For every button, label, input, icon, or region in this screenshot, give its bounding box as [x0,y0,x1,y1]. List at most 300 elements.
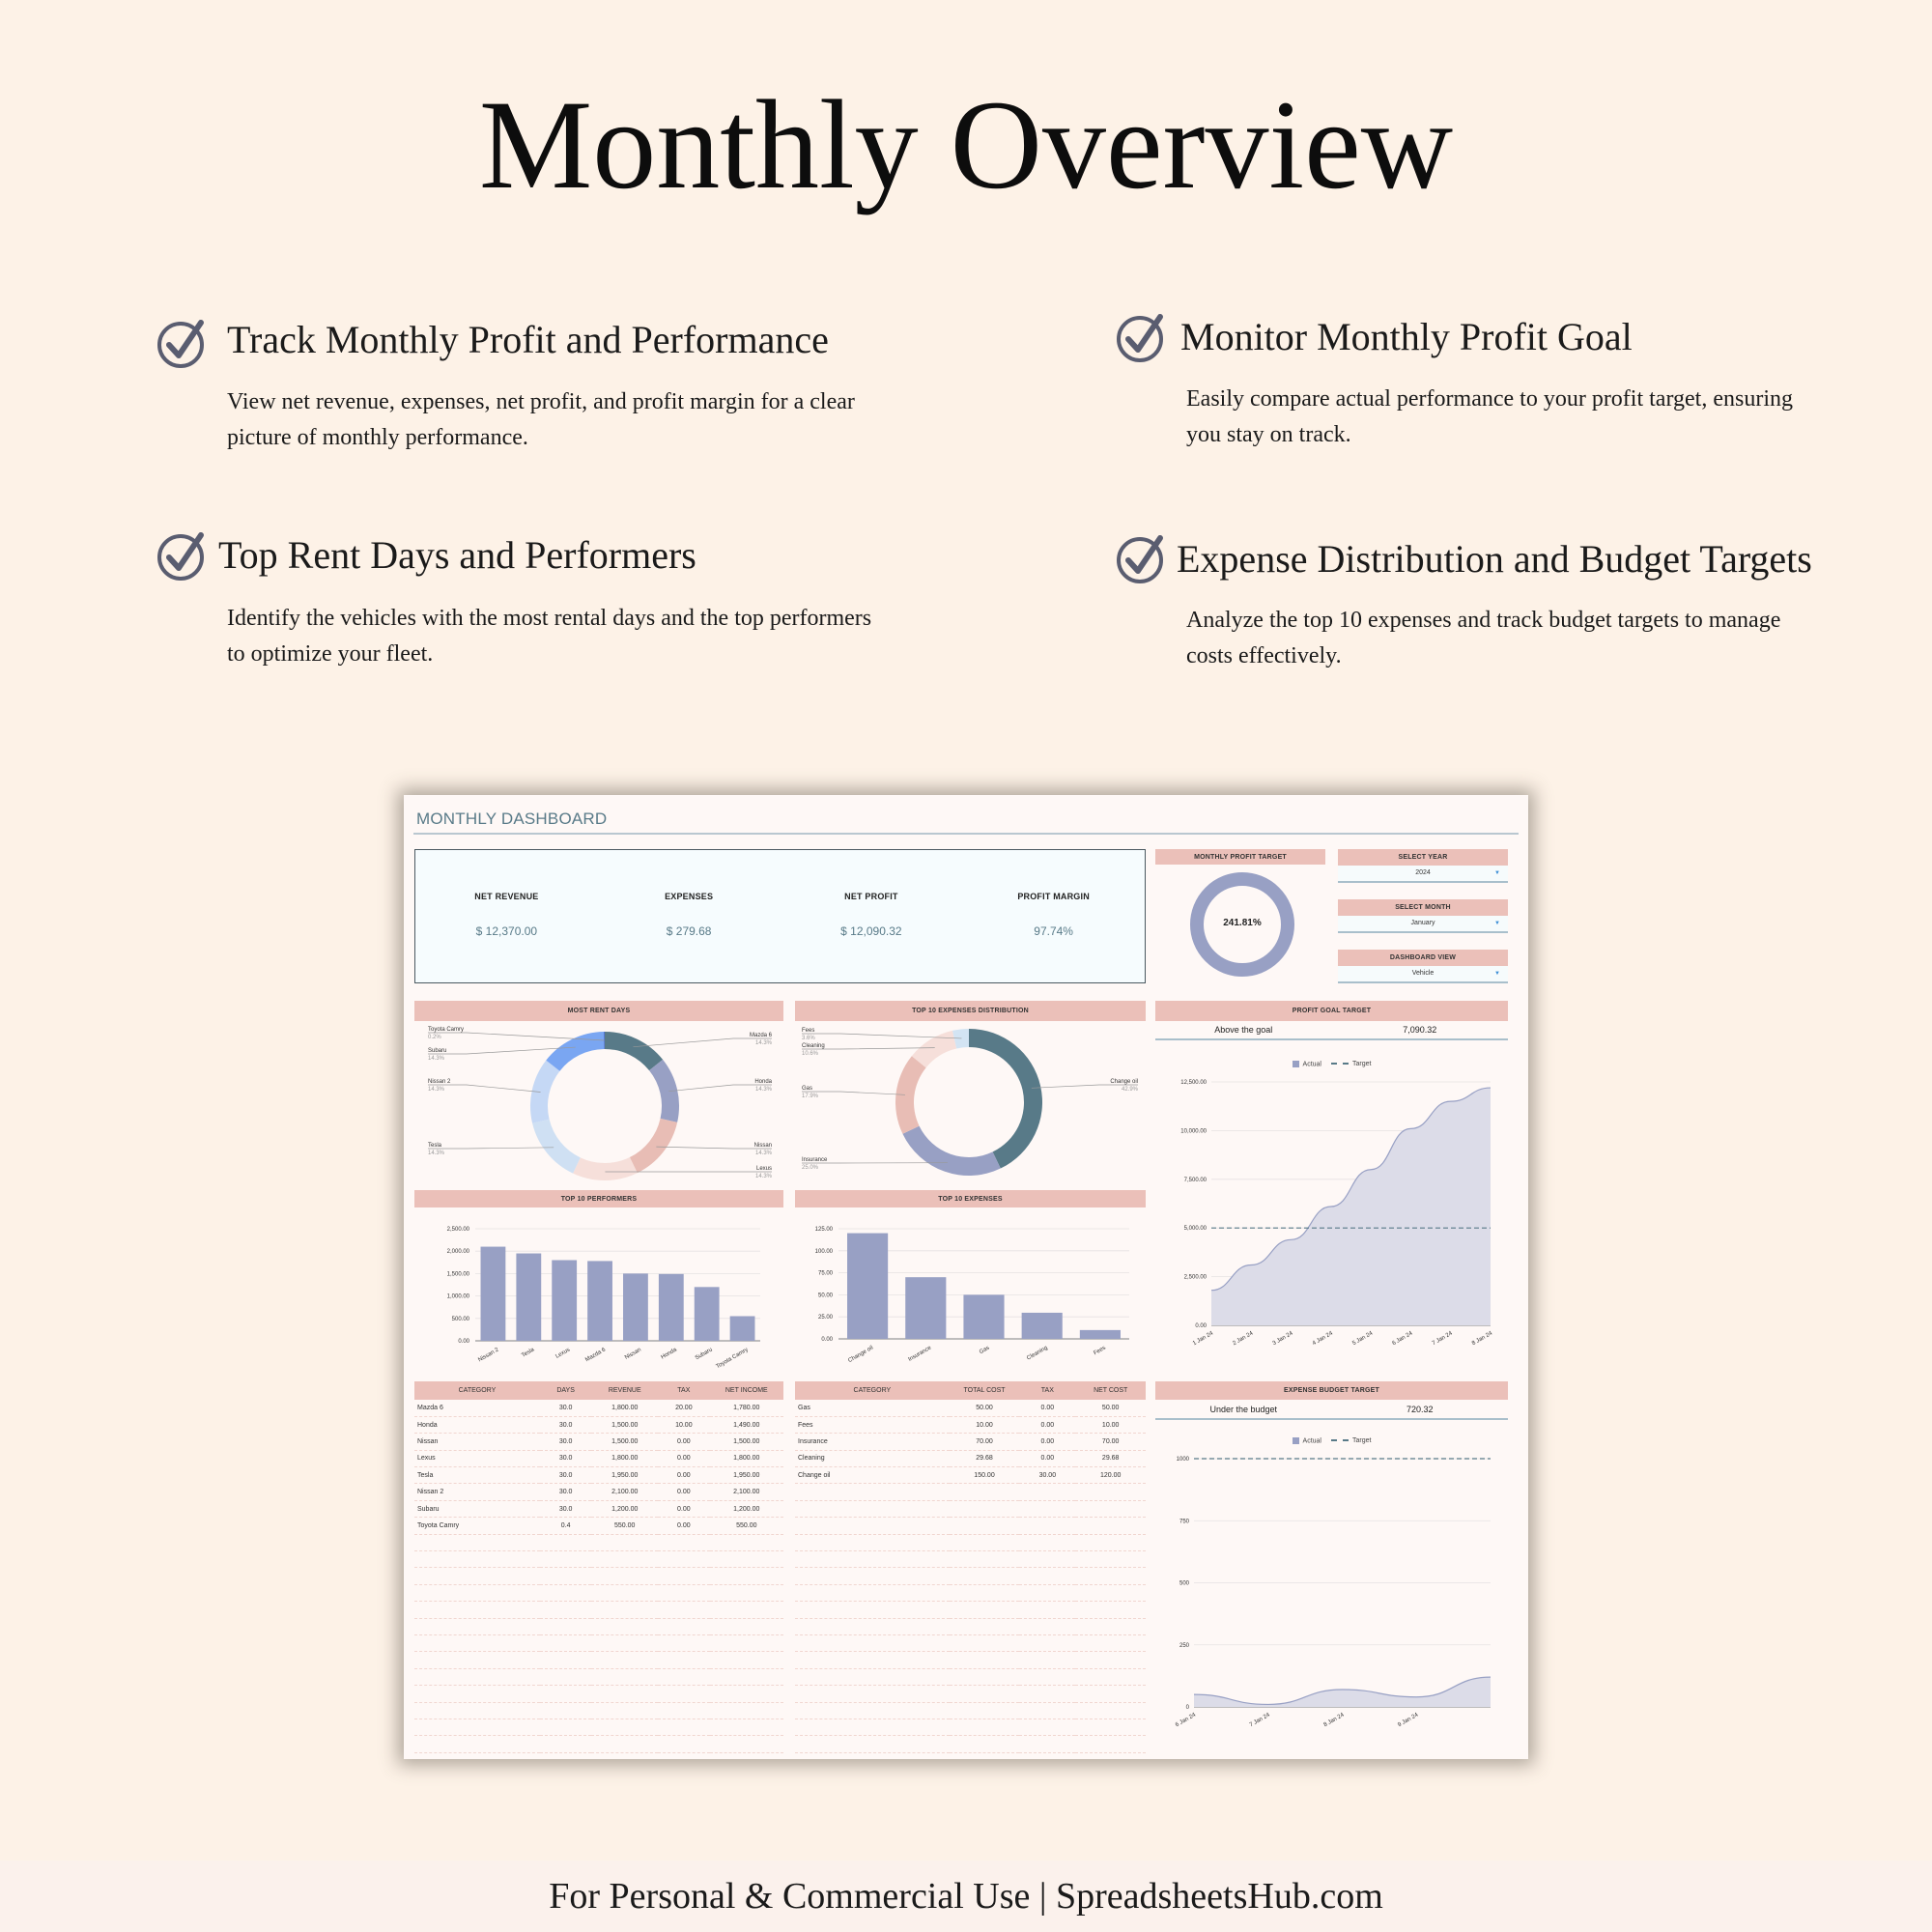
table-cell [710,1719,783,1735]
y-tick-label: 500.00 [451,1316,469,1322]
slice-percent: 14.3% [428,1151,445,1156]
y-tick-label: 0.00 [1195,1323,1207,1329]
table-header [795,1381,1146,1400]
slice-label: Tesla [428,1143,442,1149]
table-cell [795,1518,950,1534]
x-tick-label: 3 Jan 24 [1271,1330,1294,1348]
table-cell [540,1568,591,1584]
table-row [795,1416,1146,1433]
table-row [414,1534,783,1550]
table-row [414,1668,783,1685]
table-cell [710,1702,783,1719]
x-tick-label: 8 Jan 24 [1471,1330,1493,1348]
profit-goal-status: Above the goal [1214,1025,1273,1035]
table-cell [795,1500,950,1517]
column-header: TAX [658,1381,709,1400]
x-tick-label: Lexus [554,1347,572,1360]
table-cell [710,1602,783,1618]
table-row [795,1652,1146,1668]
expense-budget-header: EXPENSE BUDGET TARGET [1155,1381,1508,1400]
table-cell [1019,1584,1075,1601]
table-cell [950,1668,1020,1685]
table-cell [658,1686,709,1702]
donut-slice [605,1032,663,1070]
table-cell [950,1634,1020,1651]
dashboard-screenshot [404,795,1528,1759]
table-cell: 0.00 [1019,1416,1075,1433]
column-header: TOTAL COST [950,1381,1020,1400]
table-cell: 0.00 [1019,1400,1075,1416]
table-row [414,1702,783,1719]
table-cell: 70.00 [1075,1434,1146,1450]
table-cell [414,1634,540,1651]
x-tick-label: Subaru [694,1347,714,1362]
table-cell [710,1618,783,1634]
bar [587,1261,612,1341]
y-tick-label: 12,500.00 [1180,1080,1207,1086]
table-cell [1075,1484,1146,1500]
table-cell [591,1719,658,1735]
table-cell [950,1736,1020,1752]
table-cell: 30.0 [540,1467,591,1484]
y-tick-label: 2,500.00 [1183,1274,1207,1281]
vehicle-table [414,1381,783,1753]
column-header: NET COST [1075,1381,1146,1400]
select-year-dropdown[interactable] [1338,866,1508,883]
table-cell [795,1584,950,1601]
kpi-value: 97.74% [1034,924,1073,938]
y-tick-label: 0 [1185,1705,1189,1711]
table-cell [1075,1584,1146,1601]
slice-percent: 25.0% [802,1165,819,1171]
table-row [795,1702,1146,1719]
table-row [795,1634,1146,1651]
x-tick-label: Nissan 2 [477,1347,500,1364]
x-tick-label: 6 Jan 24 [1391,1330,1414,1348]
donut-slice [532,1120,581,1174]
table-row [414,1518,783,1534]
table-cell [658,1584,709,1601]
dashboard-title: MONTHLY DASHBOARD [416,810,608,828]
table-row [795,1500,1146,1517]
table-cell [540,1534,591,1550]
table-cell [795,1652,950,1668]
table-cell [795,1719,950,1735]
table-cell [710,1736,783,1752]
slice-label: Change oil [1110,1079,1138,1085]
kpi-label: NET REVENUE [474,892,539,901]
table-cell [591,1668,658,1685]
y-tick-label: 100.00 [814,1248,833,1255]
page-title: Monthly Overview [478,73,1454,215]
table-cell [591,1634,658,1651]
table-cell: 1,800.00 [710,1450,783,1466]
donut-slice [969,1029,1042,1169]
table-cell [795,1534,950,1550]
table-cell: 1,780.00 [710,1400,783,1416]
table-cell: 29.68 [1075,1450,1146,1466]
table-cell [710,1584,783,1601]
kpi-value: $ 279.68 [666,924,712,938]
dropdown-arrow-icon[interactable]: ▼ [1494,870,1500,876]
table-cell: Nissan [414,1434,540,1450]
table-cell [1019,1500,1075,1517]
x-tick-label: 8 Jan 24 [1322,1712,1346,1729]
y-tick-label: 2,500.00 [446,1227,469,1233]
profit-goal-status-row [1155,1021,1508,1040]
y-tick-label: 25.00 [817,1315,833,1321]
table-cell [1019,1484,1075,1500]
select-value: Vehicle [1411,970,1435,977]
bar [516,1254,541,1341]
dropdown-arrow-icon[interactable]: ▼ [1494,921,1500,926]
kpi-expenses [598,850,781,982]
table-cell [540,1602,591,1618]
table-cell: 1,800.00 [591,1400,658,1416]
table-row [414,1602,783,1618]
table-cell [414,1584,540,1601]
table-row [414,1450,783,1466]
table-cell [950,1652,1020,1668]
top-expenses-header: TOP 10 EXPENSES [795,1190,1146,1208]
column-header: NET INCOME [710,1381,783,1400]
table-cell: 10.00 [950,1416,1020,1433]
table-cell: 50.00 [950,1400,1020,1416]
x-tick-label: 5 Jan 24 [1351,1330,1375,1348]
table-row [414,1736,783,1752]
table-row [795,1450,1146,1466]
most-rent-days-header: MOST RENT DAYS [414,1001,783,1021]
table-cell [1019,1568,1075,1584]
table-row [414,1568,783,1584]
table-cell [591,1534,658,1550]
table-cell: 0.00 [658,1450,709,1466]
table-cell [710,1686,783,1702]
table-cell [591,1736,658,1752]
table-cell: Fees [795,1416,950,1433]
y-tick-label: 7,500.00 [1183,1177,1207,1183]
table-cell [795,1551,950,1568]
x-tick-label: Tesla [521,1347,536,1359]
expense-table [795,1381,1146,1753]
table-cell [591,1652,658,1668]
profit-chart-legend [1155,1061,1508,1067]
table-cell: 30.0 [540,1450,591,1466]
table-cell: 30.0 [540,1416,591,1433]
table-row [414,1584,783,1601]
kpi-value: $ 12,090.32 [840,924,902,938]
table-cell: 10.00 [1075,1416,1146,1433]
table-row [795,1534,1146,1550]
table-cell: 1,200.00 [710,1500,783,1517]
table-cell: 0.00 [658,1434,709,1450]
table-cell [591,1551,658,1568]
kpi-net-revenue [415,850,598,982]
table-cell [1075,1634,1146,1651]
expense-budget-value: 720.32 [1406,1405,1434,1414]
table-cell [1075,1736,1146,1752]
budget-chart-legend [1155,1437,1508,1444]
table-cell [795,1736,950,1752]
slice-label: Gas [802,1086,813,1092]
table-cell [1019,1534,1075,1550]
table-cell: 2,100.00 [710,1484,783,1500]
slice-percent: 14.3% [754,1040,772,1046]
select-month-dropdown[interactable] [1338,916,1508,933]
feature-heading: Top Rent Days and Performers [218,533,696,577]
bar [481,1247,506,1341]
table-cell [414,1686,540,1702]
table-row [795,1467,1146,1484]
x-tick-label: Fees [1093,1345,1107,1357]
column-header: CATEGORY [414,1381,540,1400]
profit-target-header: MONTHLY PROFIT TARGET [1155,849,1325,865]
y-tick-label: 1000 [1176,1457,1189,1463]
table-cell [414,1668,540,1685]
table-cell: 20.00 [658,1400,709,1416]
table-row [795,1400,1146,1416]
table-cell: 30.0 [540,1484,591,1500]
table-cell [1075,1668,1146,1685]
table-cell [591,1568,658,1584]
x-tick-label: Gas [978,1345,991,1356]
table-cell [1075,1652,1146,1668]
table-cell [710,1551,783,1568]
slice-percent: 14.3% [754,1174,772,1179]
actual-area [1194,1677,1491,1707]
table-cell [710,1568,783,1584]
table-cell: Mazda 6 [414,1400,540,1416]
table-cell [414,1551,540,1568]
slice-percent: 17.9% [802,1094,819,1099]
kpi-label: PROFIT MARGIN [1017,892,1090,901]
table-cell [950,1702,1020,1719]
table-cell: 1,950.00 [710,1467,783,1484]
table-cell [1075,1702,1146,1719]
table-cell [591,1602,658,1618]
table-row [414,1484,783,1500]
y-tick-label: 1,000.00 [446,1293,469,1300]
table-cell [1019,1634,1075,1651]
feature-heading: Track Monthly Profit and Performance [227,318,829,361]
footer: For Personal & Commercial Use | SpreadsheetsHub.com [0,1861,1932,1932]
table-cell: Insurance [795,1434,950,1450]
y-tick-label: 0.00 [821,1337,833,1343]
x-tick-label: 7 Jan 24 [1431,1330,1454,1348]
divider [413,833,1519,835]
callout-line [428,1148,554,1149]
dropdown-arrow-icon[interactable]: ▼ [1494,971,1500,977]
table-cell: Cleaning [795,1450,950,1466]
table-cell [1075,1551,1146,1568]
slice-percent: 0.2% [428,1035,441,1040]
table-cell [710,1534,783,1550]
table-cell [414,1652,540,1668]
table-row [795,1584,1146,1601]
table-cell [591,1702,658,1719]
column-header: DAYS [540,1381,591,1400]
bar [730,1316,755,1341]
table-cell [950,1568,1020,1584]
table-cell [795,1618,950,1634]
y-tick-label: 125.00 [814,1227,833,1233]
table-cell [795,1568,950,1584]
table-cell [1075,1518,1146,1534]
table-cell [1019,1518,1075,1534]
profit-target-value: 241.81% [1223,918,1262,928]
table-cell [1075,1534,1146,1550]
table-cell [950,1686,1020,1702]
table-cell: 0.00 [658,1518,709,1534]
table-cell: Toyota Camry [414,1518,540,1534]
bar [623,1273,648,1341]
table-cell [950,1534,1020,1550]
table-cell: Gas [795,1400,950,1416]
table-cell [540,1618,591,1634]
feature-description: View net revenue, expenses, net profit, and profit margin for a clear picture of monthly performance. [227,389,855,450]
table-cell [658,1652,709,1668]
table-cell: Change oil [795,1467,950,1484]
table-row [414,1634,783,1651]
table-row [795,1484,1146,1500]
table-cell [795,1668,950,1685]
expense-budget-chart [1155,1452,1508,1751]
table-row [795,1618,1146,1634]
y-tick-label: 1,500.00 [446,1271,469,1278]
table-row [795,1719,1146,1735]
y-tick-label: 10,000.00 [1180,1128,1207,1135]
table-cell [414,1568,540,1584]
table-cell [540,1719,591,1735]
table-cell [658,1534,709,1550]
table-row [795,1686,1146,1702]
slice-label: Toyota Camry [428,1027,465,1033]
table-cell: 1,490.00 [710,1416,783,1433]
check-circle-icon [156,529,209,582]
x-tick-label: Cleaning [1026,1345,1049,1362]
table-row [414,1400,783,1416]
y-tick-label: 75.00 [817,1270,833,1277]
dashboard-view-label: DASHBOARD VIEW [1338,950,1508,966]
dashboard-view-dropdown[interactable] [1338,966,1508,983]
expense-budget-status: Under the budget [1209,1405,1278,1414]
bar [963,1294,1004,1339]
table-cell: Nissan 2 [414,1484,540,1500]
bar [1080,1330,1121,1339]
kpi-panel [414,849,1146,983]
table-cell [795,1484,950,1500]
table-cell [1075,1500,1146,1517]
slice-percent: 14.3% [428,1087,445,1093]
table-cell [710,1652,783,1668]
callout-line [633,1038,772,1047]
y-tick-label: 5,000.00 [1183,1226,1207,1233]
table-cell [1075,1719,1146,1735]
table-cell: 10.00 [658,1416,709,1433]
x-tick-label: 7 Jan 24 [1248,1712,1271,1729]
table-cell [1075,1602,1146,1618]
slice-label: Nissan 2 [428,1079,451,1085]
table-cell [414,1736,540,1752]
table-cell: 550.00 [710,1518,783,1534]
column-header: CATEGORY [795,1381,950,1400]
table-cell: 150.00 [950,1467,1020,1484]
table-row [414,1618,783,1634]
x-tick-label: 2 Jan 24 [1232,1330,1255,1348]
table-cell: 30.0 [540,1500,591,1517]
table-cell [1019,1618,1075,1634]
slice-percent: 14.3% [428,1056,445,1062]
table-cell [950,1719,1020,1735]
profit-goal-chart [1155,1075,1508,1365]
table-cell [658,1568,709,1584]
table-cell: 1,500.00 [591,1434,658,1450]
table-row [414,1416,783,1433]
table-cell [1019,1702,1075,1719]
table-cell [658,1551,709,1568]
table-header [414,1381,783,1400]
table-cell [950,1602,1020,1618]
select-year-label: SELECT YEAR [1338,849,1508,866]
slice-percent: 42.9% [1121,1087,1138,1093]
bar [552,1260,577,1341]
table-cell: 0.4 [540,1518,591,1534]
x-tick-label: Nissan [624,1347,642,1361]
table-cell: 70.00 [950,1434,1020,1450]
table-cell [1075,1618,1146,1634]
slice-percent: 3.6% [802,1036,815,1041]
column-header: TAX [1019,1381,1075,1400]
select-value: 2024 [1415,869,1431,876]
legend-target: Target [1331,1437,1371,1444]
most-rent-days-donut [414,1023,783,1187]
actual-area [1211,1088,1491,1325]
bar [847,1234,888,1339]
table-cell [1019,1736,1075,1752]
y-tick-label: 50.00 [817,1293,833,1299]
table-cell [795,1602,950,1618]
table-cell [658,1618,709,1634]
table-cell [658,1602,709,1618]
table-cell [950,1518,1020,1534]
y-tick-label: 2,000.00 [446,1249,469,1256]
kpi-net-profit [781,850,963,982]
donut-slice [630,1119,677,1173]
table-cell [540,1652,591,1668]
table-cell [540,1686,591,1702]
table-row [795,1434,1146,1450]
table-cell [950,1484,1020,1500]
callout-line [428,1033,605,1040]
table-cell: 0.00 [658,1500,709,1517]
slice-label: Nissan [753,1143,772,1149]
table-cell [414,1719,540,1735]
table-cell [710,1668,783,1685]
x-tick-label: Insurance [907,1345,933,1363]
table-cell: 0.00 [658,1467,709,1484]
x-tick-label: Change oil [847,1345,875,1365]
table-cell: 30.0 [540,1434,591,1450]
table-cell [414,1602,540,1618]
slice-label: Lexus [755,1166,772,1172]
y-tick-label: 0.00 [458,1339,469,1345]
table-cell: 0.00 [658,1484,709,1500]
table-cell: 30.00 [1019,1467,1075,1484]
table-cell: Lexus [414,1450,540,1466]
table-cell [795,1702,950,1719]
slice-label: Insurance [802,1157,828,1163]
table-cell [658,1668,709,1685]
